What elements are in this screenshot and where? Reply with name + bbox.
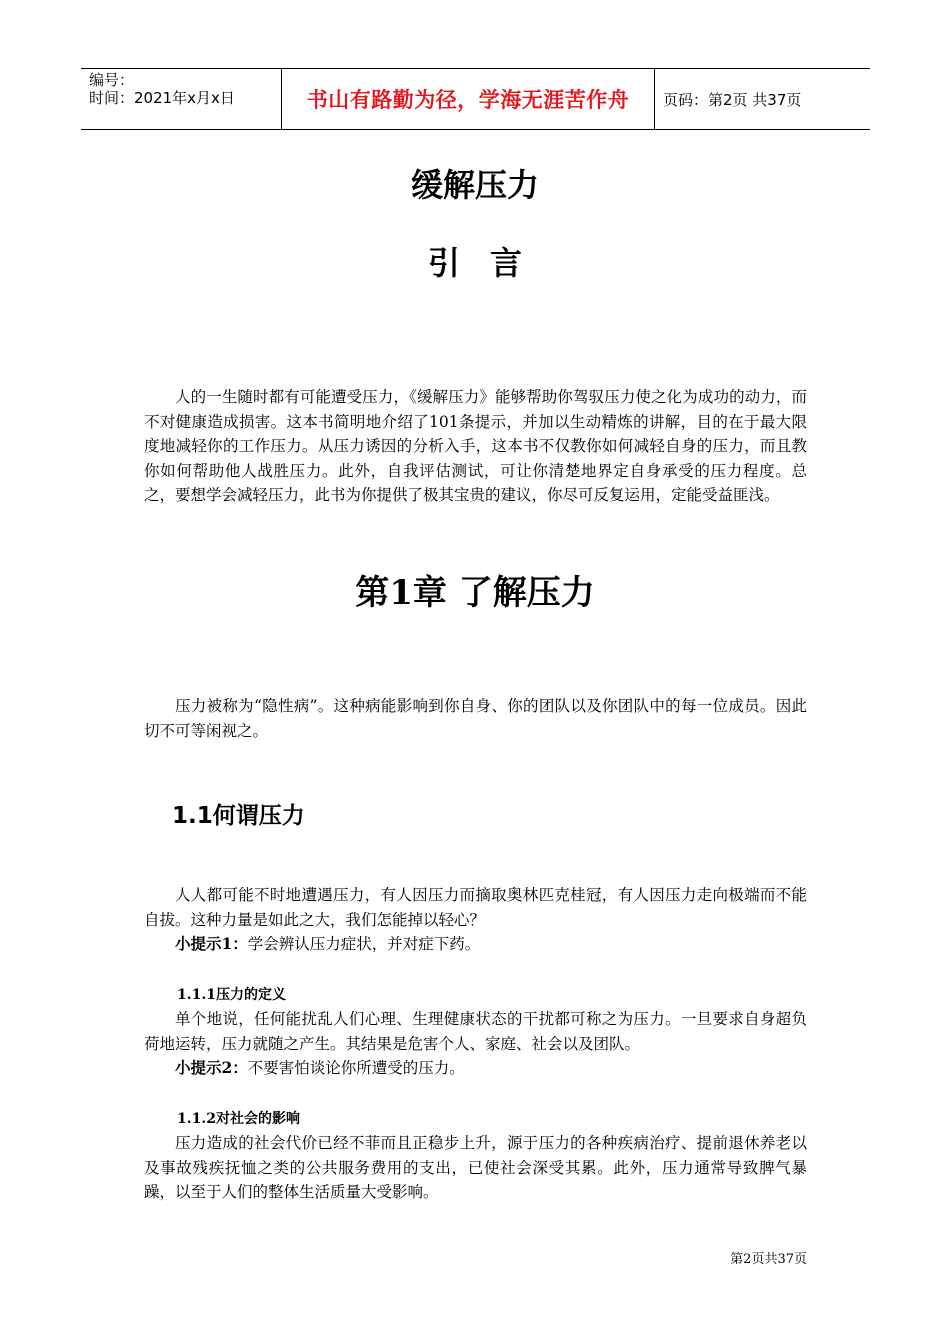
intro-paragraph: 人的一生随时都有可能遭受压力，《缓解压力》能够帮助你驾驭压力使之化为成功的动力，而不对健康造成损害。这本书简明地介绍了101条提示，并加以生动精炼的讲解，目的在于最大限度地减轻你的工作压力。从压力诱因的分析入手，这本书不仅教你如何减轻自身的压力，而且教你如何帮助他人战胜压力。此外，自我评估测试，可让你清楚地界定自身承受的压力程度。总之，要想学会减轻压力，此书为你提供了极其宝贵的建议，你尽可反复运用，定能受益匪浅。 — [144, 388, 807, 504]
tip-2 — [144, 1056, 807, 1081]
chapter-title: 第1章 了解压力 — [355, 573, 595, 613]
tip-label: 小提示2： — [175, 1058, 248, 1077]
main-title: 缓解压力 — [410, 166, 539, 204]
tip-text: 学会辨认压力症状，并对症下药。 — [247, 935, 481, 953]
document-number-label: 编号： — [89, 71, 135, 89]
subsection-heading: 1.1.1压力的定义 — [177, 987, 286, 1003]
tip-text: 不要害怕谈论你所遭受的压力。 — [247, 1059, 465, 1077]
tip-label: 小提示1： — [175, 934, 248, 953]
header-info-cell — [81, 69, 282, 129]
section-paragraph: 人人都可能不时地遭遇压力，有人因压力而摘取奥林匹克桂冠，有人因压力走向极端而不能自拔。这种力量是如此之大，我们怎能掉以轻心？ — [144, 886, 807, 929]
header-page-label: 页码：第2页 共37页 — [663, 90, 802, 109]
chapter-paragraph: 压力被称为“隐性病”。这种病能影响到你自身、你的团队以及你团队中的每一位成员。因此切不可等闲视之。 — [144, 697, 807, 740]
page-footer: 第2页共37页 — [730, 1252, 807, 1267]
document-time-label: 时间：2021年x月x日 — [89, 89, 235, 107]
header-table — [81, 68, 870, 130]
header-motto: 书山有路勤为径，学海无涯苦作舟 — [282, 69, 655, 129]
intro-title: 引言 — [427, 244, 552, 282]
tip-1 — [144, 932, 807, 957]
subsection-paragraph: 压力造成的社会代价已经不菲而且正稳步上升，源于压力的各种疾病治疗、提前退休养老以及事故残疾抚恤之类的公共服务费用的支出，已使社会深受其累。此外，压力通常导致脾气暴躁，以至于人们的整体生活质量大受影响。 — [144, 1134, 807, 1201]
subsection-heading: 1.1.2对社会的影响 — [177, 1111, 300, 1127]
subsection-paragraph: 单个地说，任何能扰乱人们心理、生理健康状态的干扰都可称之为压力。一旦要求自身超负荷地运转，压力就随之产生。其结果是危害个人、家庭、社会以及团队。 — [144, 1010, 807, 1053]
section-heading: 1.1何谓压力 — [172, 803, 305, 829]
